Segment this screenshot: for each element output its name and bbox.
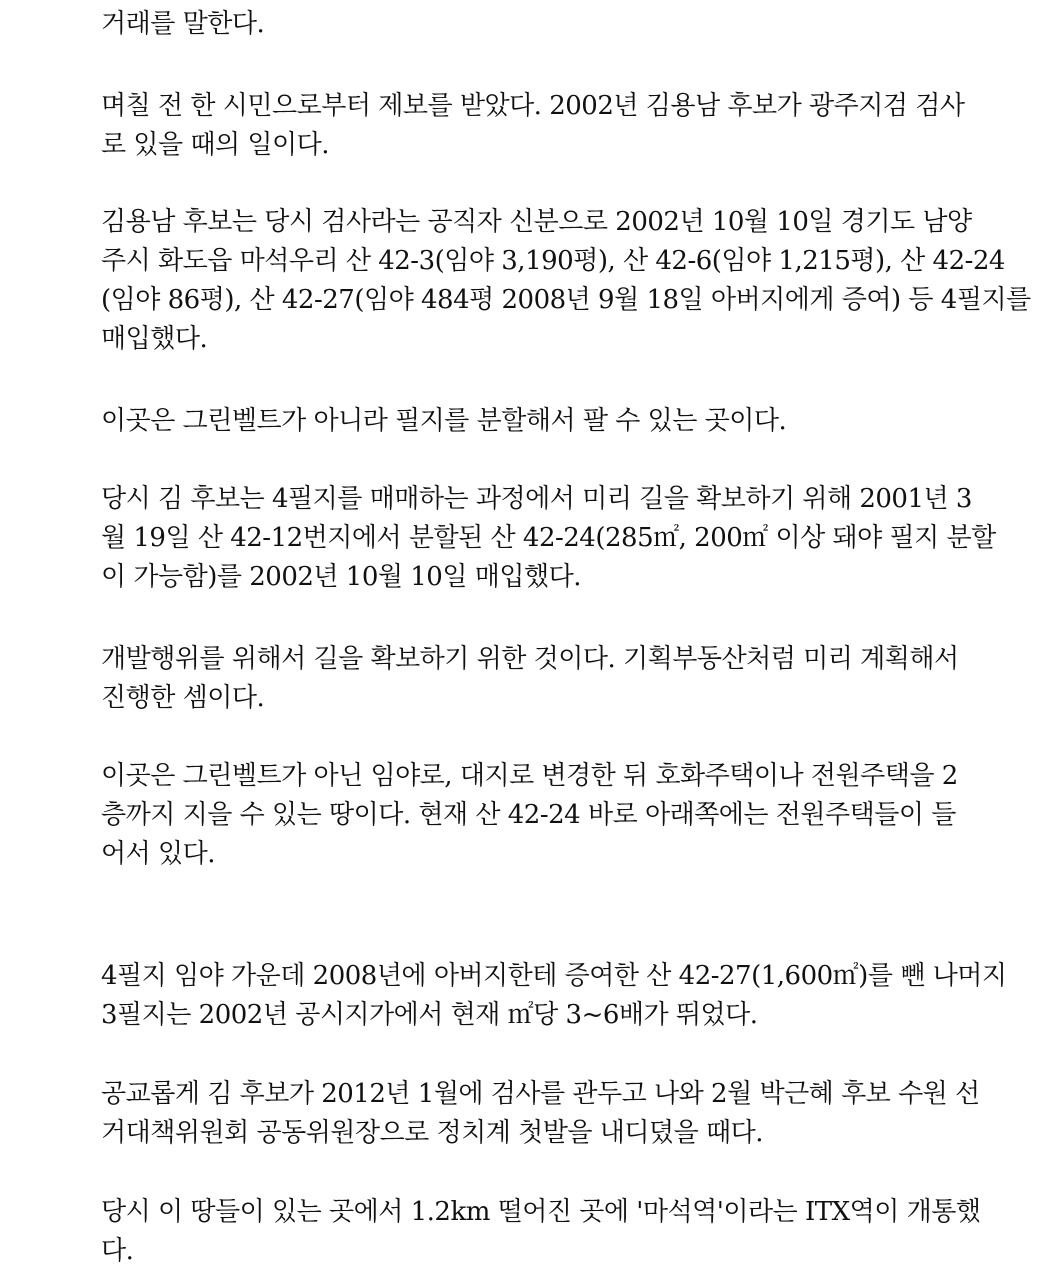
text-line: 당시 이 땅들이 있는 곳에서 1.2km 떨어진 곳에 '마석역'이라는 ITX역이 개통했 [101, 1197, 981, 1227]
paragraph-7 [101, 757, 958, 874]
text-line: 이곳은 그린벨트가 아니라 필지를 분할해서 팔 수 있는 곳이다. [101, 406, 787, 436]
paragraph-10 [101, 1193, 981, 1271]
text-line: 거대책위원회 공동위원장으로 정치계 첫발을 내디뎠을 때다. [101, 1118, 763, 1148]
text-line: 다. [101, 1236, 134, 1266]
paragraph-3 [101, 203, 1031, 359]
paragraph-9 [101, 1075, 980, 1153]
paragraph-5 [101, 480, 996, 597]
text-line: 거래를 말한다. [101, 9, 265, 39]
text-line: 공교롭게 김 후보가 2012년 1월에 검사를 관두고 나와 2월 박근혜 후보 수원 선 [101, 1079, 980, 1109]
text-line: 며칠 전 한 시민으로부터 제보를 받았다. 2002년 김용남 후보가 광주지검 검사 [101, 91, 965, 121]
paragraph-2 [101, 87, 965, 165]
text-line: 4필지 임야 가운데 2008년에 아버지한테 증여한 산 42-27(1,600㎡)를 뺀 나머지 [101, 961, 1007, 991]
text-line: 어서 있다. [101, 839, 215, 869]
paragraph-6 [101, 640, 959, 718]
text-line: 당시 김 후보는 4필지를 매매하는 과정에서 미리 길을 확보하기 위해 2001년 3 [101, 484, 972, 514]
text-line: 김용남 후보는 당시 검사라는 공직자 신분으로 2002년 10월 10일 경기도 남양 [101, 207, 972, 237]
text-line: 개발행위를 위해서 길을 확보하기 위한 것이다. 기획부동산처럼 미리 계획해서 [101, 644, 959, 674]
text-line: 매입했다. [101, 324, 208, 354]
text-line: 진행한 셈이다. [101, 683, 265, 713]
paragraph-8 [101, 957, 1007, 1035]
text-line: 주시 화도읍 마석우리 산 42-3(임야 3,190평), 산 42-6(임야 1,215평), 산 42-24 [101, 246, 1005, 276]
paragraph-1 [101, 5, 946, 44]
text-line: 이 가능함)를 2002년 10월 10일 매입했다. [101, 562, 581, 592]
text-line: (임야 86평), 산 42-27(임야 484평 2008년 9월 18일 아버지에게 증여) 등 4필지를 [101, 285, 1031, 315]
text-line: 로 있을 때의 일이다. [101, 130, 329, 160]
text-line: 이곳은 그린벨트가 아닌 임야로, 대지로 변경한 뒤 호화주택이나 전원주택을 2 [101, 761, 958, 791]
paragraph-4 [101, 402, 946, 441]
text-line: 층까지 지을 수 있는 땅이다. 현재 산 42-24 바로 아래쪽에는 전원주택들이 들 [101, 800, 956, 830]
text-line: 월 19일 산 42-12번지에서 분할된 산 42-24(285㎡, 200㎡ 이상 돼야 필지 분할 [101, 523, 996, 553]
text-line: 3필지는 2002년 공시지가에서 현재 ㎡당 3~6배가 뛰었다. [101, 1000, 758, 1030]
